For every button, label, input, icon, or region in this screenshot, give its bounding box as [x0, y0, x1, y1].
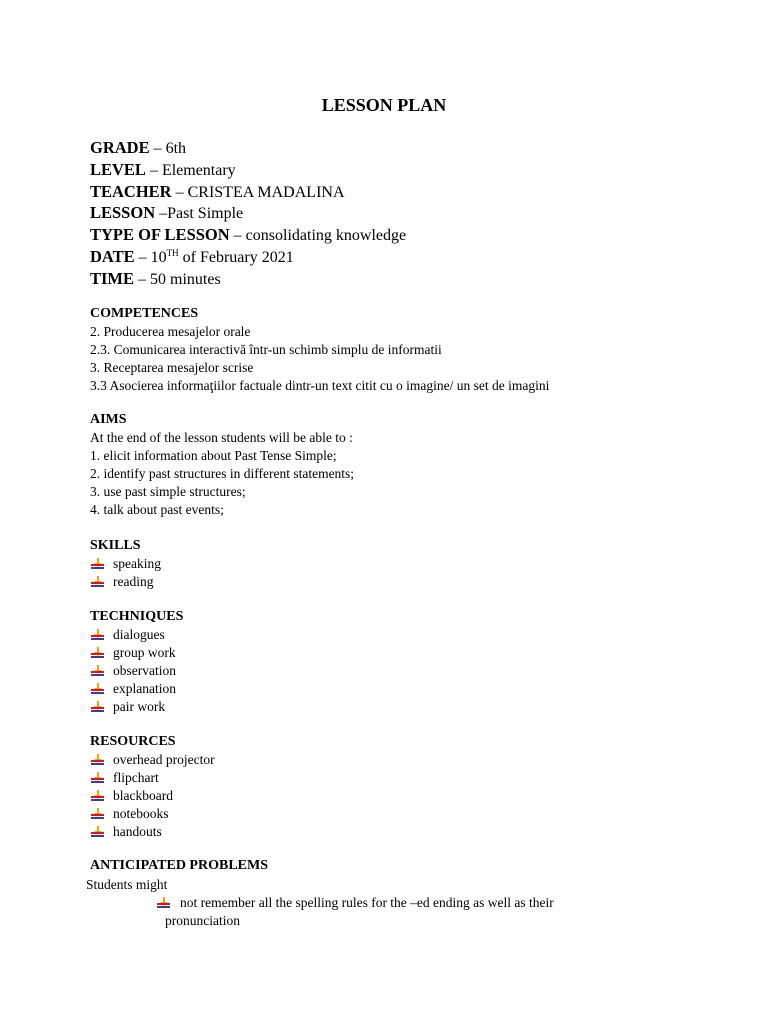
time-line: [90, 269, 406, 291]
competence-item: 3.3 Asocierea informaţiilor factuale dintr-un text citit cu o imagine/ un set de imagini: [90, 377, 550, 393]
techniques-section: [90, 608, 183, 716]
technique-label: explanation: [113, 680, 176, 696]
arrow-bullet-icon: [91, 683, 104, 695]
aim-item: 1. elicit information about Past Tense Simple;: [90, 447, 337, 463]
resource-label: flipchart: [113, 769, 159, 785]
aim-item: 2. identify past structures in different statements;: [90, 465, 355, 481]
skills-section: [90, 537, 161, 591]
resource-label: overhead projector: [113, 752, 215, 767]
grade-line: [90, 138, 406, 160]
arrow-bullet-icon: [91, 826, 104, 838]
resource-label: notebooks: [113, 805, 169, 821]
list-item: [90, 751, 215, 769]
techniques-list: [90, 626, 183, 716]
level-line: [90, 160, 406, 182]
list-item: [90, 644, 183, 662]
problem-text-line1: not remember all the spelling rules for the –ed ending as well as their: [180, 895, 554, 910]
type-line: [90, 225, 406, 247]
list-item: [90, 787, 215, 805]
arrow-bullet-icon: [91, 772, 104, 784]
lesson-line: [90, 203, 406, 225]
teacher-line: [90, 182, 406, 204]
aims-heading: AIMS: [90, 412, 127, 427]
time-value: – 50 minutes: [134, 270, 221, 288]
competence-item: 2.3. Comunicarea interactivă într-un schimb simplu de informatii: [90, 341, 442, 357]
resource-label: handouts: [113, 823, 162, 839]
arrow-bullet-icon: [91, 629, 104, 641]
skill-label: speaking: [113, 556, 161, 571]
date-label: DATE: [90, 246, 135, 266]
competences-heading: COMPETENCES: [90, 306, 199, 321]
arrow-bullet-icon: [91, 790, 104, 802]
arrow-bullet-icon: [91, 754, 104, 766]
skills-list: [90, 555, 161, 591]
arrow-bullet-icon: [91, 665, 104, 677]
arrow-bullet-icon: [91, 647, 104, 659]
resources-heading: RESOURCES: [90, 734, 176, 749]
teacher-label: TEACHER: [90, 181, 172, 201]
aim-item: 4. talk about past events;: [90, 501, 224, 517]
resource-label: blackboard: [113, 787, 173, 803]
type-label: TYPE OF LESSON: [90, 225, 230, 245]
resources-list: [90, 751, 215, 841]
competences-section: [90, 305, 549, 395]
competence-item: 2. Producerea mesajelor orale: [90, 324, 251, 339]
list-item: [90, 698, 183, 716]
skill-label: reading: [113, 573, 154, 589]
lesson-value: –Past Simple: [155, 205, 244, 223]
list-item: [90, 626, 183, 644]
anticipated-problems-intro: Students might: [86, 877, 168, 892]
list-item: [157, 894, 627, 930]
arrow-bullet-icon: [91, 701, 104, 713]
arrow-bullet-icon: [91, 576, 104, 588]
arrow-bullet-icon: [91, 808, 104, 820]
arrow-bullet-icon: [91, 558, 104, 570]
type-value: – consolidating knowledge: [229, 227, 407, 245]
date-superscript: TH: [166, 247, 179, 258]
lesson-label: LESSON: [90, 203, 156, 223]
date-line: [90, 247, 406, 269]
document-title: LESSON PLAN: [321, 95, 447, 115]
list-item: [90, 662, 183, 680]
aims-section: [90, 411, 354, 519]
arrow-bullet-icon: [157, 897, 170, 909]
technique-label: group work: [113, 644, 176, 660]
level-value: – Elementary: [145, 161, 236, 179]
list-item: [90, 769, 215, 787]
time-label: TIME: [90, 268, 135, 288]
aims-intro: At the end of the lesson students will be able to :: [90, 430, 353, 445]
techniques-heading: TECHNIQUES: [90, 609, 184, 624]
date-value-post: of February 2021: [178, 248, 294, 266]
technique-label: observation: [113, 662, 176, 678]
resources-section: [90, 733, 215, 841]
technique-label: pair work: [113, 698, 166, 714]
level-label: LEVEL: [90, 159, 146, 179]
anticipated-problems-heading: ANTICIPATED PROBLEMS: [90, 858, 269, 873]
aim-item: 3. use past simple structures;: [90, 483, 246, 499]
competence-item: 3. Receptarea mesajelor scrise: [90, 359, 254, 375]
problem-text-line2: pronunciation: [165, 912, 240, 928]
list-item: [90, 680, 183, 698]
technique-label: dialogues: [113, 627, 165, 642]
date-value-pre: – 10: [134, 248, 167, 266]
list-item: [90, 555, 161, 573]
skills-heading: SKILLS: [90, 538, 141, 553]
list-item: [90, 805, 215, 823]
list-item: [90, 573, 161, 591]
teacher-value: – CRISTEA MADALINA: [171, 183, 345, 201]
anticipated-problems-section: [90, 857, 268, 875]
grade-label: GRADE: [90, 138, 150, 157]
list-item: [90, 823, 215, 841]
lesson-header: [90, 138, 406, 291]
grade-value: – 6th: [149, 140, 187, 157]
